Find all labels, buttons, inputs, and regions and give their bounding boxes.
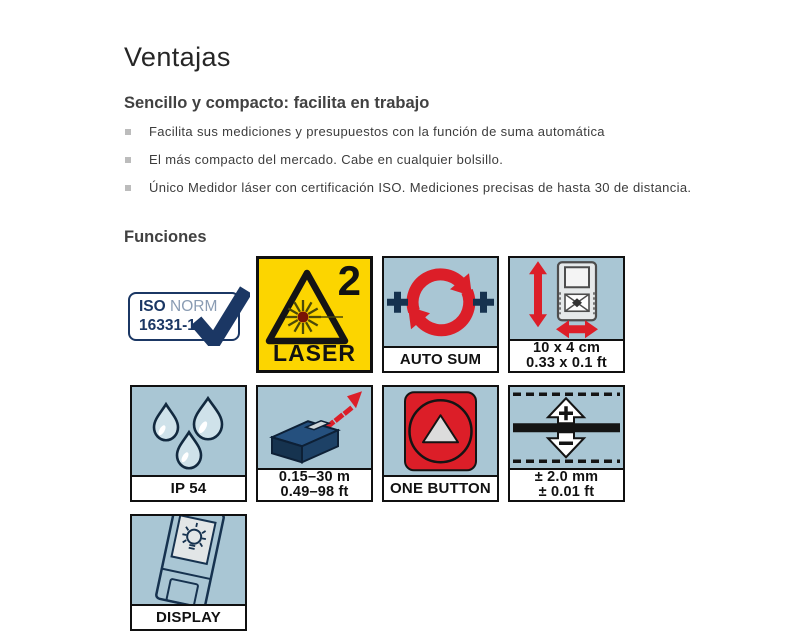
sync-arrows-icon (384, 258, 497, 347)
tile-ip54 (130, 385, 247, 502)
tile-one-button (382, 385, 499, 502)
list-item (124, 180, 793, 208)
advantages-list (124, 124, 793, 208)
bullet-square-icon (125, 185, 131, 191)
tile-accuracy (508, 385, 625, 502)
tile-display (130, 514, 247, 631)
icon-row-2 (130, 385, 793, 502)
list-item (124, 124, 793, 152)
laser-range-icon (258, 387, 371, 469)
icon-row-3 (130, 514, 793, 631)
label-line-2: 0.33 x 0.1 ft (526, 355, 607, 372)
functions-heading: Funciones (124, 228, 207, 247)
label-line-1: DISPLAY (155, 609, 222, 627)
label-line-1: 0.15–30 m (278, 468, 351, 485)
bullet-text: Facilita sus mediciones y presupuestos con la función de suma automática (149, 124, 605, 140)
tile-label (382, 475, 499, 502)
list-item (124, 152, 793, 180)
norm-text: NORM (165, 298, 218, 316)
label-line-2: 0.49–98 ft (280, 484, 349, 501)
label-line-1: IP 54 (170, 480, 207, 498)
iso-norm-badge (130, 256, 247, 373)
tile-label (508, 339, 625, 373)
page-title: Ventajas (124, 42, 231, 72)
section-subtitle: Sencillo y compacto: facilita en trabajo (124, 94, 430, 113)
icon-row-1 (130, 256, 793, 373)
tile-label (130, 604, 247, 631)
checkmark-icon (192, 284, 250, 346)
label-line-1: AUTO SUM (399, 351, 482, 369)
bullet-text: El más compacto del mercado. Cabe en cualquier bolsillo. (149, 152, 504, 168)
water-drops-icon (132, 387, 245, 476)
bullet-text: Único Medidor láser con certificación ISO. Mediciones precisas de hasta 30 de distancia. (149, 180, 692, 196)
one-button-icon (384, 387, 497, 476)
tile-label: LASER (273, 340, 356, 367)
device-dimensions-icon (510, 258, 623, 340)
tile-laser-class (256, 256, 373, 373)
accuracy-arrows-icon (510, 387, 623, 469)
label-line-1: ± 2.0 mm (534, 468, 599, 485)
label-line-1: ONE BUTTON (390, 480, 491, 498)
tile-dimensions (508, 256, 625, 373)
laser-class-number: 2 (337, 257, 361, 305)
iso-number: 16331-1 (139, 317, 196, 335)
tile-label (382, 346, 499, 373)
iso-text: ISO (139, 298, 166, 316)
backlit-display-icon (132, 516, 245, 605)
bullet-square-icon (125, 129, 131, 135)
label-line-2: ± 0.01 ft (538, 484, 595, 501)
tile-label (130, 475, 247, 502)
tile-label (256, 468, 373, 502)
label-line-1: 10 x 4 cm (532, 339, 601, 356)
tile-auto-sum (382, 256, 499, 373)
function-icons-grid (130, 256, 793, 631)
tile-label (508, 468, 625, 502)
bullet-square-icon (125, 157, 131, 163)
tile-range (256, 385, 373, 502)
